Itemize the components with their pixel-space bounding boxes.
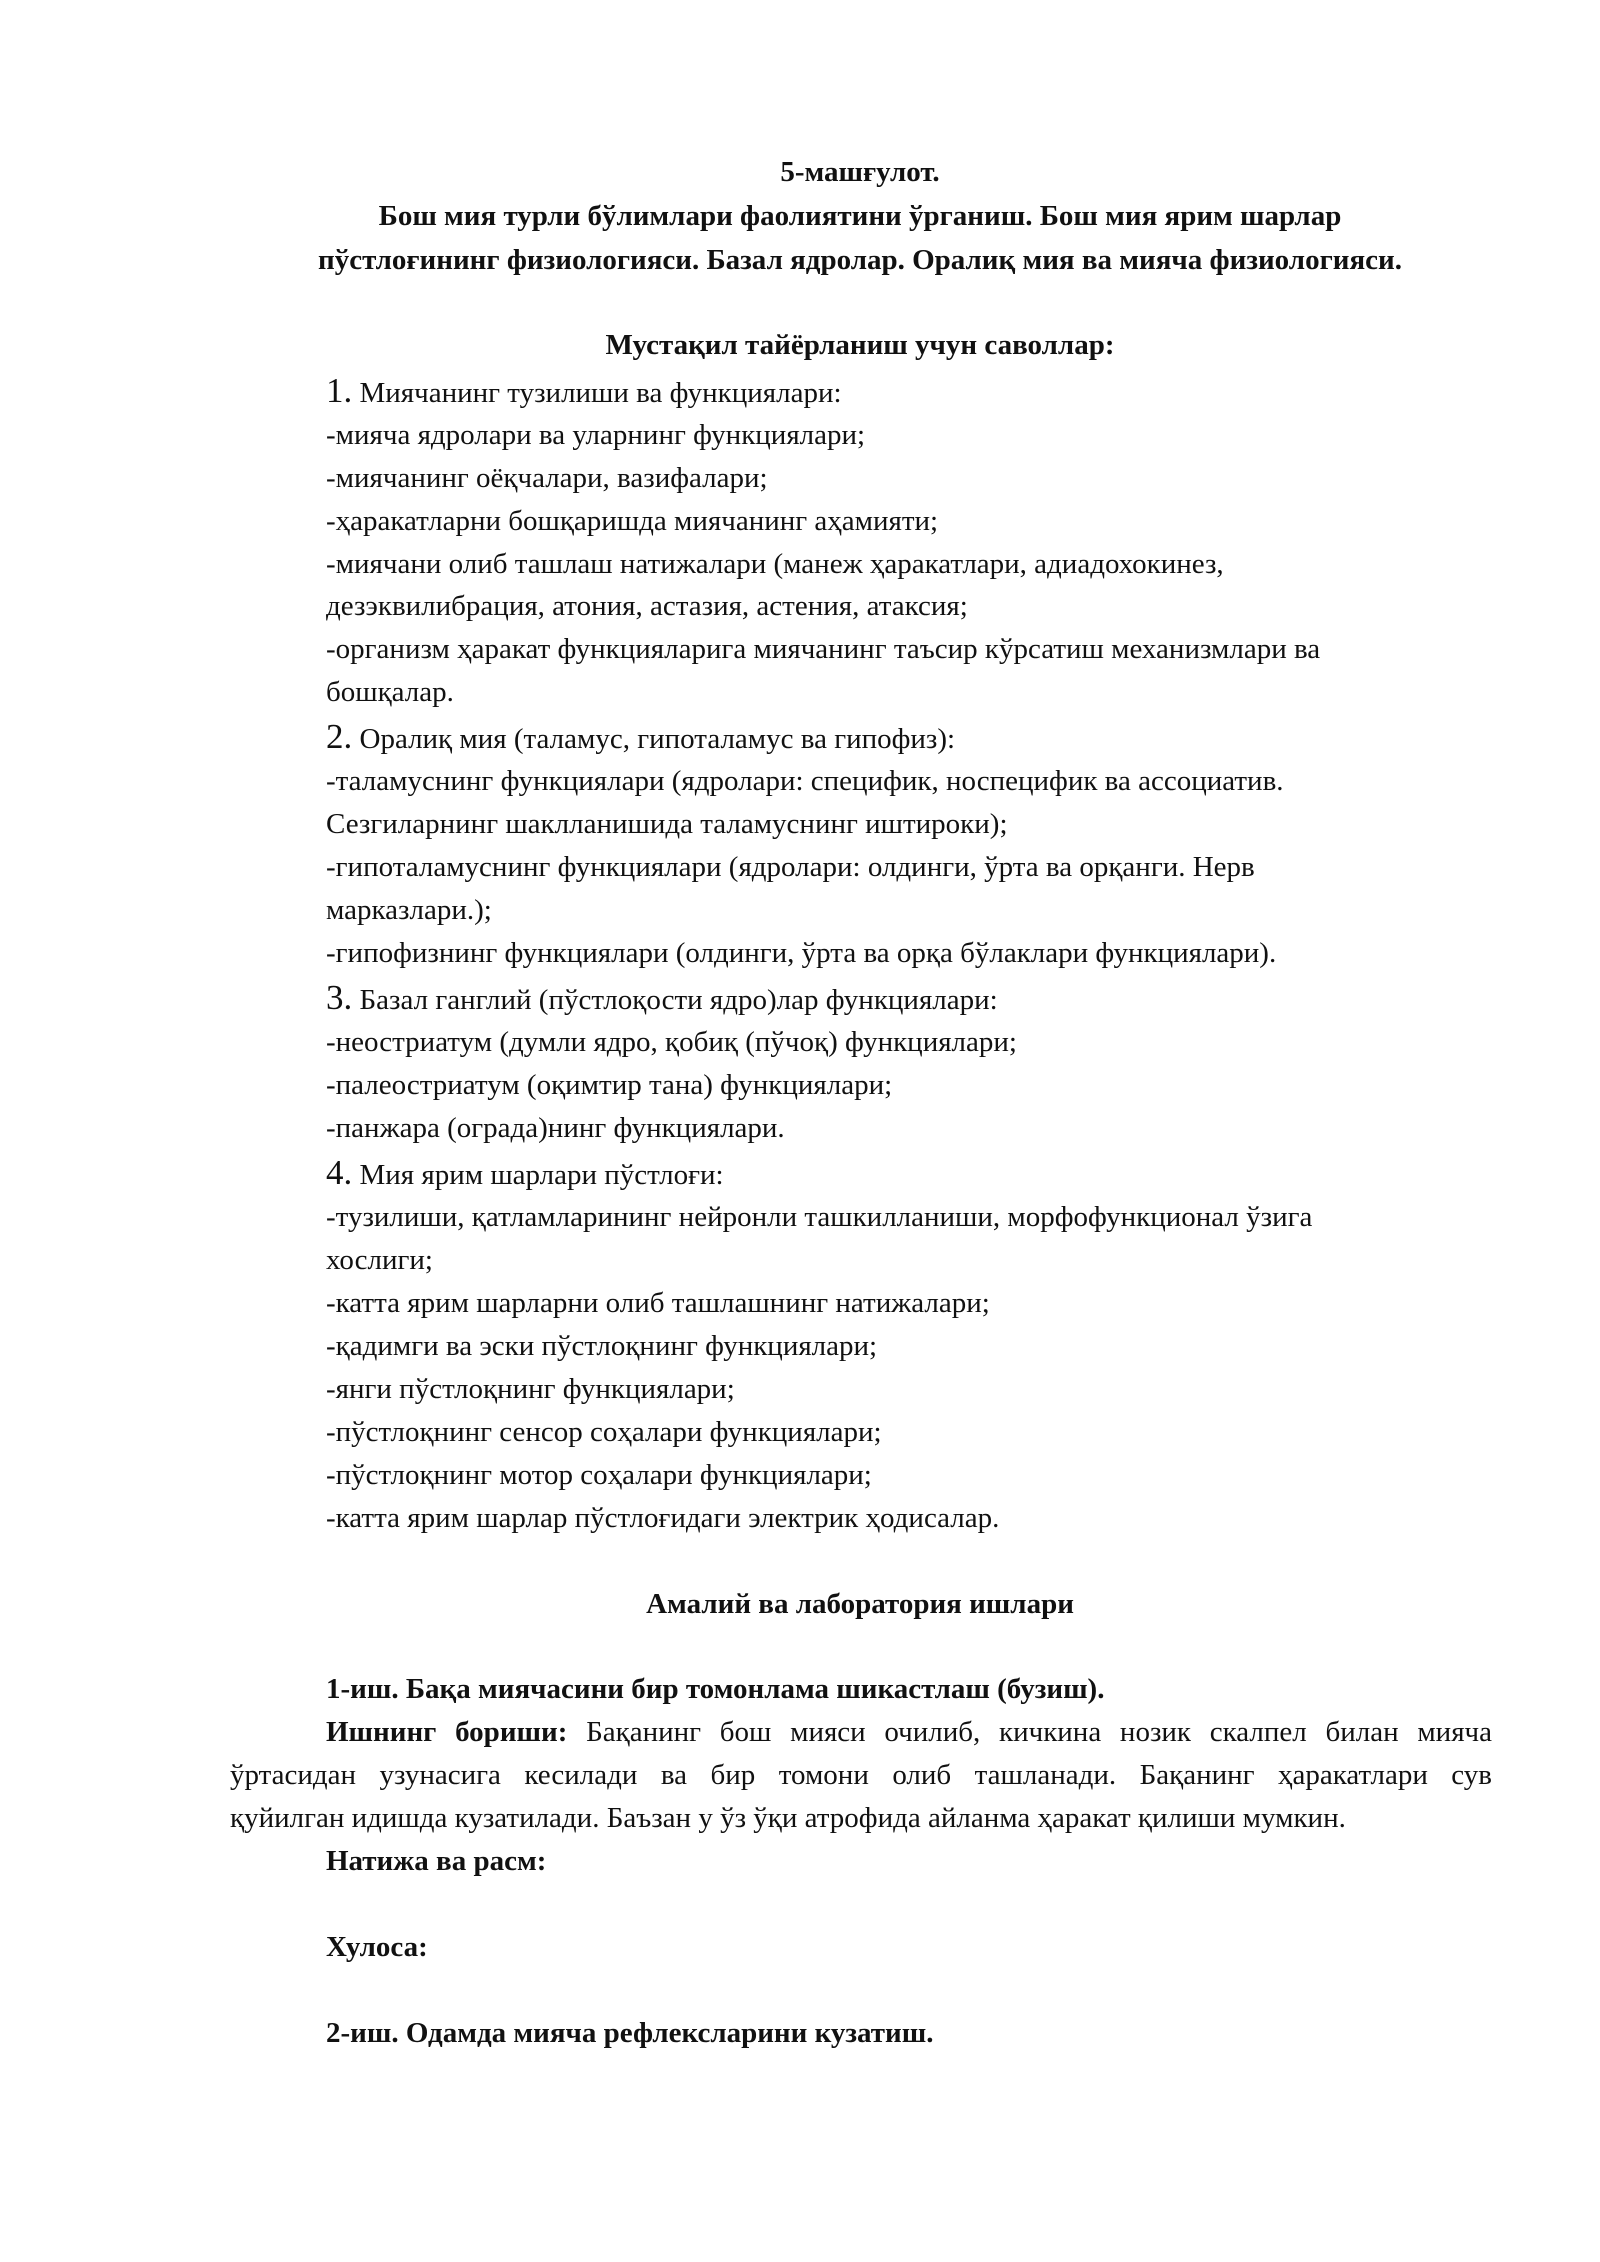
question-3-item: -палеостриатум (оқимтир тана) функциялари; [326, 1069, 893, 1101]
question-3-number: 3. [326, 978, 353, 1017]
work-1-method-text-1: Бақанинг бош мияси очилиб, кичкина нозик скалпел билан мияча [567, 1716, 1492, 1748]
question-1-title: Миячанинг тузилиши ва функциялари: [359, 377, 842, 409]
work-1-method-line-2: ўртасидан узунасига кесилади ва бир томони олиб ташланади. Бақанинг ҳаракатлари сув [230, 1759, 1492, 1791]
questions-heading: Мустақил тайёрланиш учун саволлар: [605, 329, 1115, 361]
work-1-conclusion-label: Хулоса: [326, 1931, 428, 1963]
question-1-item: -миячани олиб ташлаш натижалари (манеж ҳаракатлари, адиадохокинез, [326, 548, 1224, 580]
question-4 [326, 1152, 724, 1196]
question-4-item: -катта ярим шарлар пўстлоғидаги электрик ҳодисалар. [326, 1502, 1000, 1534]
question-4-item: -катта ярим шарларни олиб ташлашнинг натижалари; [326, 1287, 990, 1319]
question-2-item: -таламуснинг функциялари (ядролари: специфик, носпецифик ва ассоциатив. [326, 765, 1284, 797]
question-2-item: марказлари.); [326, 894, 492, 926]
lesson-title-line-2: пўстлоғининг физиологияси. Базал ядролар. Оралиқ мия ва мияча физиологияси. [318, 244, 1402, 276]
practical-heading: Амалий ва лаборатория ишлари [646, 1588, 1074, 1620]
question-1-number: 1. [326, 371, 353, 410]
work-1-title: 1-иш. Бақа миячасини бир томонлама шикастлаш (бузиш). [326, 1673, 1105, 1705]
question-2-item: Сезгиларнинг шаклланишида таламуснинг иштироки); [326, 808, 1008, 840]
lesson-number: 5-машғулот. [780, 156, 940, 188]
question-2-item: -гипоталамуснинг функциялари (ядролари: олдинги, ўрта ва орқанги. Нерв [326, 851, 1255, 883]
question-4-item: -тузилиши, қатламларининг нейронли ташкилланиши, морфофункционал ўзига [326, 1201, 1313, 1233]
question-3-title: Базал ганглий (пўстлоқости ядро)лар функциялари: [359, 984, 998, 1016]
work-1-method-line-1 [326, 1711, 1492, 1753]
question-3 [326, 977, 998, 1021]
work-1-method-label: Ишнинг бориши: [326, 1716, 568, 1748]
question-1-item: -ҳаракатларни бошқаришда миячанинг аҳамияти; [326, 505, 939, 537]
work-1-method-line-3: қуйилган идишда кузатилади. Баъзан у ўз ўқи атрофида айланма ҳаракат қилиши мумкин. [230, 1802, 1346, 1834]
question-1-item: -миячанинг оёқчалари, вазифалари; [326, 462, 768, 494]
question-2-number: 2. [326, 717, 353, 756]
question-4-item: -янги пўстлоқнинг функциялари; [326, 1373, 735, 1405]
question-4-title: Мия ярим шарлари пўстлоғи: [359, 1159, 724, 1191]
question-3-item: -панжара (ограда)нинг функциялари. [326, 1112, 785, 1144]
question-2-title: Оралиқ мия (таламус, гипоталамус ва гипофиз): [359, 723, 956, 755]
work-2-title: 2-иш. Одамда мияча рефлексларини кузатиш. [326, 2017, 934, 2049]
question-4-item: -қадимги ва эски пўстлоқнинг функциялари; [326, 1330, 878, 1362]
question-4-item: хослиги; [326, 1244, 433, 1276]
lesson-title-line-1: Бош мия турли бўлимлари фаолиятини ўрганиш. Бош мия ярим шарлар [378, 200, 1342, 232]
question-2-item: -гипофизнинг функциялари (олдинги, ўрта ва орқа бўлаклари функциялари). [326, 937, 1277, 969]
question-2 [326, 716, 955, 760]
question-1-item: -организм ҳаракат функцияларига миячанинг таъсир кўрсатиш механизмлари ва [326, 633, 1321, 665]
question-4-item: -пўстлоқнинг сенсор соҳалари функциялари; [326, 1416, 882, 1448]
question-1-item: бошқалар. [326, 676, 454, 708]
question-1-item: дезэквилибрация, атония, астазия, астения, атаксия; [326, 590, 968, 622]
question-4-item: -пўстлоқнинг мотор соҳалари функциялари; [326, 1459, 872, 1491]
question-1-item: -мияча ядролари ва уларнинг функциялари; [326, 419, 866, 451]
question-4-number: 4. [326, 1153, 353, 1192]
question-3-item: -неостриатум (думли ядро, қобиқ (пўчоқ) функциялари; [326, 1026, 1017, 1058]
question-1 [326, 370, 842, 414]
work-1-result-label: Натижа ва расм: [326, 1845, 547, 1877]
